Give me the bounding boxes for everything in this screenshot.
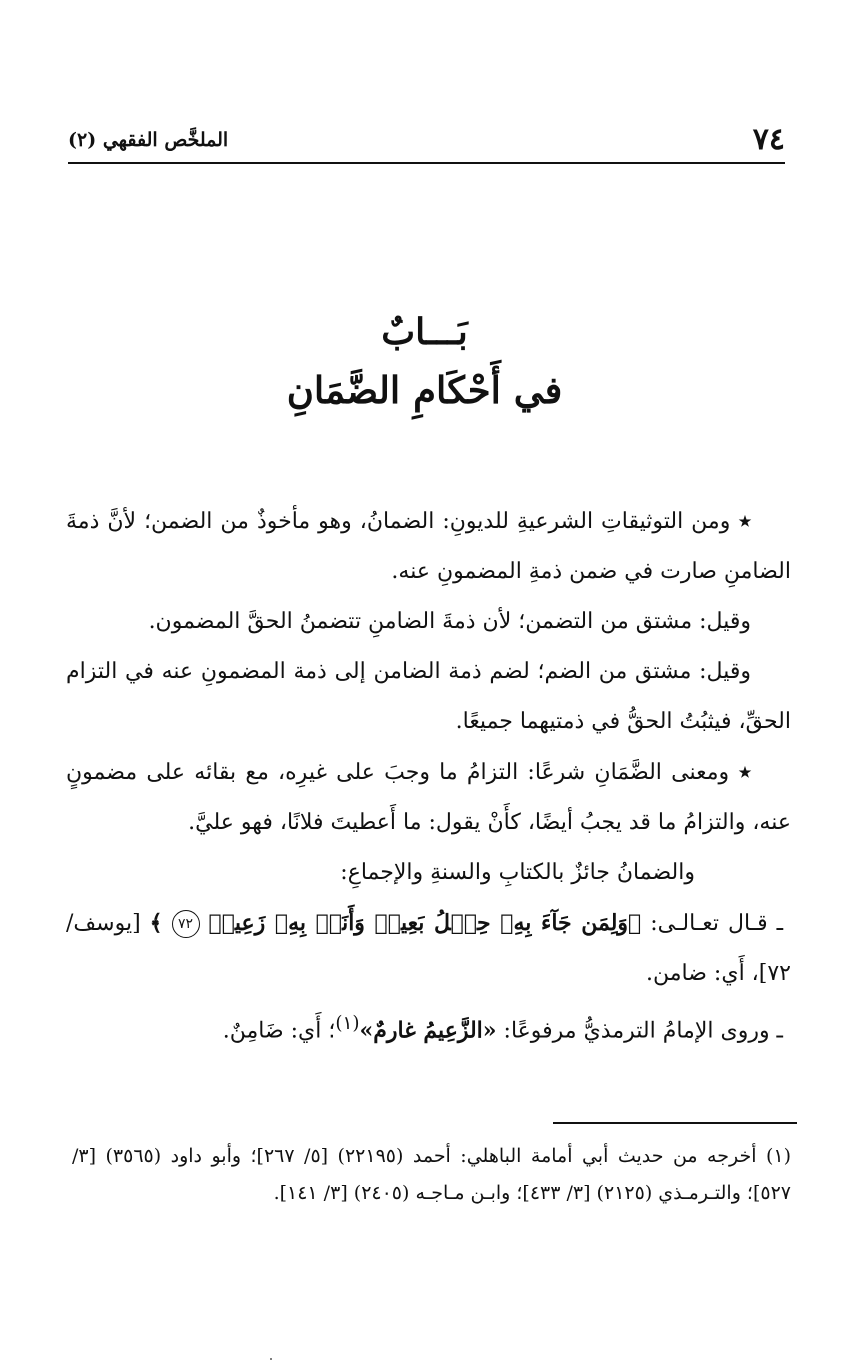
quran-close-bracket: ﴾ [149, 910, 163, 936]
paragraph-legal-meaning [66, 747, 791, 848]
hadith-evidence [66, 999, 791, 1056]
hadith-intro: ـ وروى الإمامُ الترمذيُّ مرفوعًا: [503, 1018, 783, 1044]
scan-speck [270, 1358, 272, 1360]
footnotes [72, 1138, 791, 1212]
footnote-divider [553, 1122, 797, 1124]
chapter-label: بَـــابٌ [381, 311, 468, 353]
quran-evidence [66, 898, 791, 999]
hadith-text: «الزَّعِيمُ غارمٌ» [359, 1017, 497, 1044]
page-number: ٧٤ [752, 122, 785, 157]
footnote-marker: (١) [335, 1013, 360, 1034]
footnote-1: (١) أخرجه من حديث أبي أمامة الباهلي: أحمد (٢٢١٩٥) [٥/ ٢٦٧]؛ وأبو داود (٣٥٦٥) [٣/ ٥٢٧]؛ والتـرمـذي (٢١٢٥) [٣/ ٤٣٣]؛ وابـن مـاجـه (٢٤٠٥) [٣/ ١٤١]. [72, 1145, 792, 1204]
running-header [68, 118, 785, 164]
chapter-title: في أَحْكَامِ الضَّمَانِ [286, 368, 563, 412]
asterisk-marker: ٭ [730, 508, 751, 534]
quran-intro: ـ قـال تعـالـى: [650, 911, 784, 936]
paragraph-text: ومعنى الضَّمَانِ شرعًا: التزامُ ما وجبَ على غيرِه، مع بقائه على مضمونٍ عنه، والتزامُ ما قد يجبُ أيضًا، كأَنْ يقول: ما أَعطيتَ فلانًا، فهو عليَّ. [66, 760, 791, 835]
paragraph-derivation-2: وقيل: مشتق من الضم؛ لضم ذمة الضامن إلى ذمة المضمونِ عنه في التزام الحقِّ، فيثبُتُ الحقُّ في ذمتيهما جميعًا. [66, 659, 791, 734]
hadith-gloss: ؛ أَي: ضَامِنٌ. [222, 1018, 336, 1044]
chapter-heading [0, 304, 849, 420]
quran-verse: ﴿وَلِمَن جَآءَ بِهِۦ حِمۡلُ بَعِيرٖ وَأَنَا۠ بِهِۦ زَعِيمٞ [208, 910, 642, 936]
paragraph-permissibility: والضمانُ جائزٌ بالكتابِ والسنةِ والإجماعِ: [340, 860, 695, 885]
paragraph-definition [66, 496, 791, 597]
main-text [66, 496, 791, 1056]
paragraph-text: ومن التوثيقاتِ الشرعيةِ للديونِ: الضمانُ، وهو مأخوذٌ من الضمن؛ لأنَّ ذمةَ الضامنِ صارت في ضمن ذمةِ المضمونِ عنه. [66, 509, 791, 584]
asterisk-marker: ٭ [729, 759, 751, 785]
quran-reference: [يوسف/ ٧٢]، أَي: ضامن. [66, 911, 791, 986]
paragraph-derivation-1: وقيل: مشتق من التضمن؛ لأن ذمةَ الضامنِ تتضمنُ الحقَّ المضمون. [148, 609, 751, 634]
book-title: الملخَّص الفقهي (٢) [68, 129, 229, 151]
verse-number-icon: ٧٢ [172, 910, 200, 938]
